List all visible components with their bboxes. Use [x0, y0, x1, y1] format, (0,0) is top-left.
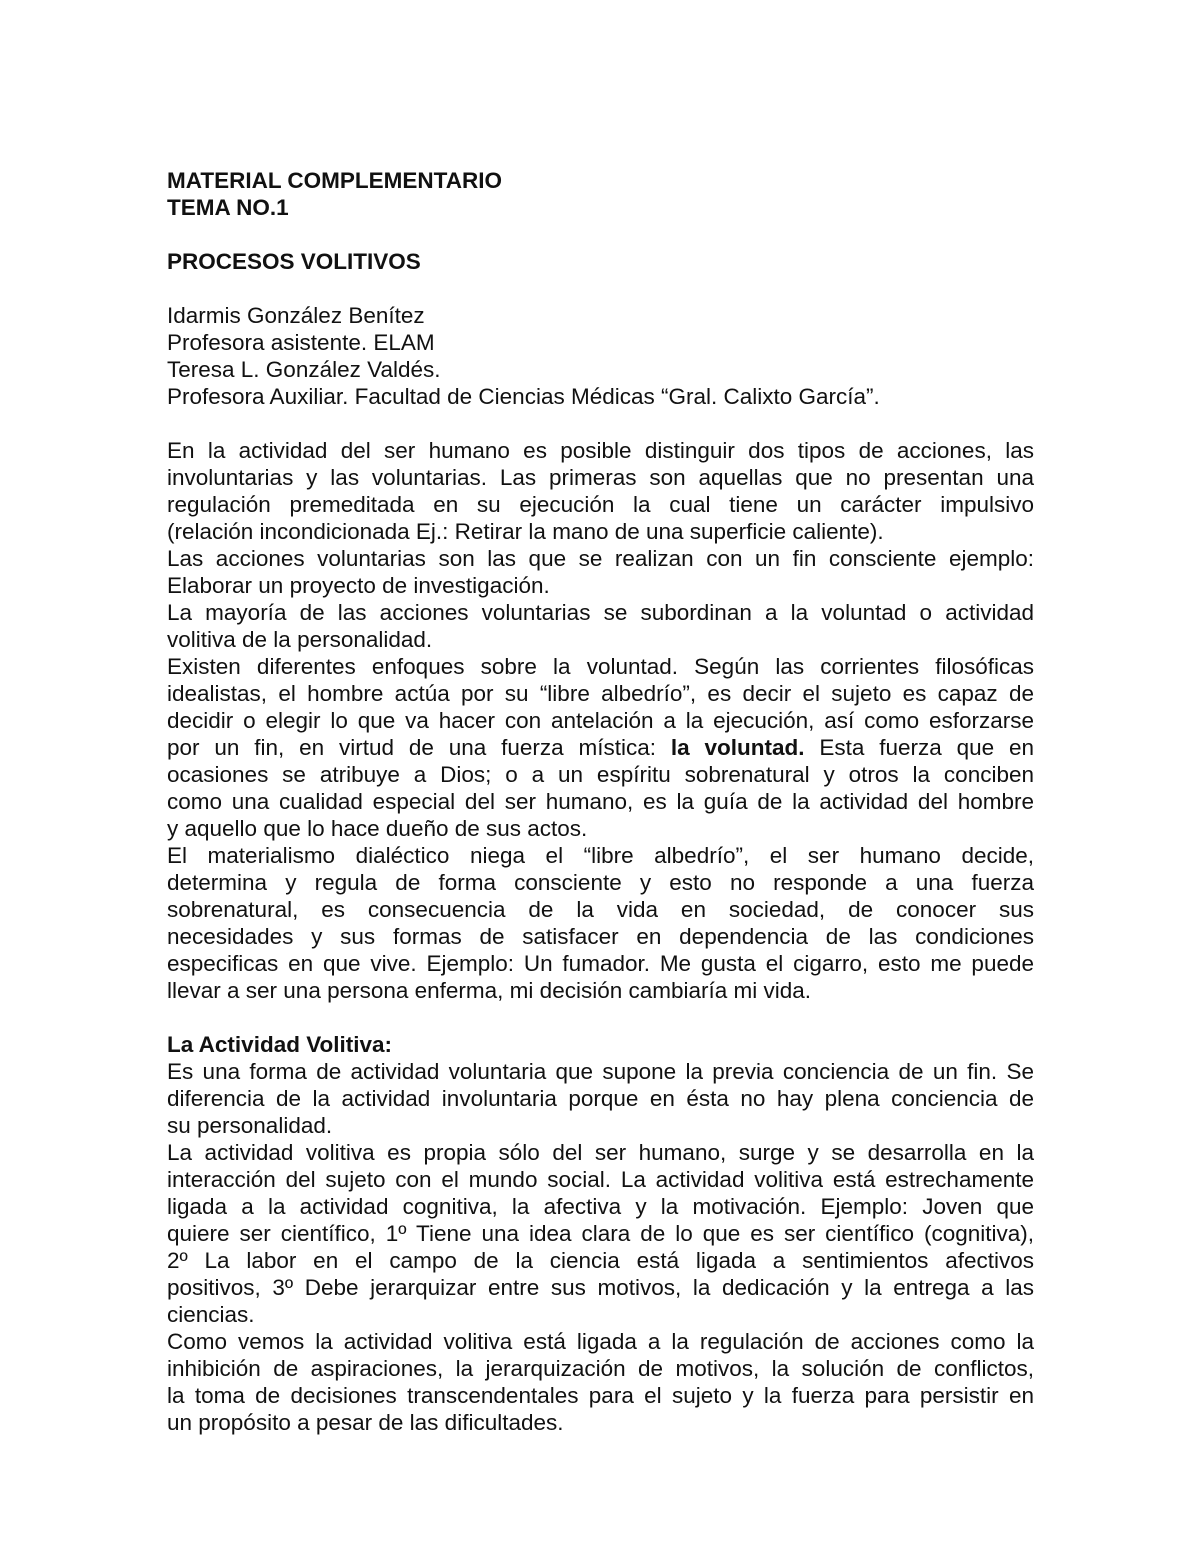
text-fragment: Esta fuerza que en	[804, 735, 1035, 760]
text-line: La mayoría de las acciones voluntarias se subordinan a la voluntad o actividad	[167, 600, 1034, 625]
text-line: su personalidad.	[167, 1113, 333, 1138]
text-line: La actividad volitiva es propia sólo del ser humano, surge y se desarrolla en la	[167, 1140, 1034, 1165]
text-line: Elaborar un proyecto de investigación.	[167, 573, 550, 598]
text-line: idealistas, el hombre actúa por su “libre albedrío”, es decir el sujeto es capaz de	[167, 681, 1034, 706]
text-line: quiere ser científico, 1º Tiene una idea clara de lo que es ser científico (cognitiva),	[167, 1221, 1034, 1246]
text-line: 2º La labor en el campo de la ciencia está ligada a sentimientos afectivos	[167, 1248, 1034, 1273]
spacer	[167, 410, 1034, 437]
text-line: decidir o elegir lo que va hacer con antelación a la ejecución, así como esforzarse	[167, 708, 1034, 733]
text-line: (relación incondicionada Ej.: Retirar la mano de una superficie caliente).	[167, 519, 884, 544]
text-line: un propósito a pesar de las dificultades.	[167, 1410, 564, 1435]
author-2-name: Teresa L. González Valdés.	[167, 357, 441, 382]
text-line: y aquello que lo hace dueño de sus actos.	[167, 816, 588, 841]
author-2-role: Profesora Auxiliar. Facultad de Ciencias Médicas “Gral. Calixto García”.	[167, 384, 880, 409]
text-line: El materialismo dialéctico niega el “libre albedrío”, el ser humano decide,	[167, 843, 1034, 868]
text-fragment: por un fin, en virtud de una fuerza mística:	[167, 735, 671, 760]
text-line: llevar a ser una persona enferma, mi decisión cambiaría mi vida.	[167, 978, 812, 1003]
paragraph-materialism	[167, 842, 1034, 1004]
text-line: necesidades y sus formas de satisfacer en dependencia de las condiciones	[167, 924, 1034, 949]
document-title: MATERIAL COMPLEMENTARIO	[167, 168, 502, 193]
paragraph-intro	[167, 437, 1034, 545]
paragraph-volitive-activity	[167, 1139, 1034, 1328]
paragraph-voluntary-actions	[167, 545, 1034, 599]
paragraph-regulation	[167, 1328, 1034, 1436]
paragraph-approaches	[167, 653, 1034, 842]
text-line: regulación premeditada en su ejecución la cual tiene un carácter impulsivo	[167, 492, 1034, 517]
paragraph-subordination	[167, 599, 1034, 653]
author-1-role: Profesora asistente. ELAM	[167, 330, 435, 355]
spacer	[167, 221, 1034, 248]
text-line: ocasiones se atribuye a Dios; o a un espíritu sobrenatural y otros la conciben	[167, 762, 1034, 787]
text-line: sobrenatural, es consecuencia de la vida en sociedad, de conocer sus	[167, 897, 1034, 922]
text-line: Como vemos la actividad volitiva está ligada a la regulación de acciones como la	[167, 1329, 1034, 1354]
text-line: Las acciones voluntarias son las que se realizan con un fin consciente ejemplo:	[167, 546, 1034, 571]
text-line: En la actividad del ser humano es posible distinguir dos tipos de acciones, las	[167, 438, 1034, 463]
text-line: Es una forma de actividad voluntaria que supone la previa conciencia de un fin. Se	[167, 1059, 1034, 1084]
spacer	[167, 1004, 1034, 1031]
document-topic-number: TEMA NO.1	[167, 195, 289, 220]
text-line: ciencias.	[167, 1302, 255, 1327]
text-line: como una cualidad especial del ser humano, es la guía de la actividad del hombre	[167, 789, 1034, 814]
spacer	[167, 275, 1034, 302]
text-line: positivos, 3º Debe jerarquizar entre sus motivos, la dedicación y la entrega a las	[167, 1275, 1034, 1300]
document-page	[167, 167, 1034, 1436]
text-line	[167, 734, 1034, 761]
text-line: involuntarias y las voluntarias. Las primeras son aquellas que no presentan una	[167, 465, 1034, 490]
document-subject: PROCESOS VOLITIVOS	[167, 249, 421, 274]
paragraph-definition	[167, 1058, 1034, 1139]
text-line: determina y regula de forma consciente y esto no responde a una fuerza	[167, 870, 1034, 895]
bold-term: la voluntad.	[670, 735, 805, 760]
text-line: ligada a la actividad cognitiva, la afectiva y la motivación. Ejemplo: Joven que	[167, 1194, 1034, 1219]
text-line: especificas en que vive. Ejemplo: Un fumador. Me gusta el cigarro, esto me puede	[167, 951, 1034, 976]
text-line: volitiva de la personalidad.	[167, 627, 433, 652]
text-line: la toma de decisiones transcendentales para el sujeto y la fuerza para persistir en	[167, 1383, 1034, 1408]
text-line: interacción del sujeto con el mundo social. La actividad volitiva está estrechamente	[167, 1167, 1034, 1192]
author-1-name: Idarmis González Benítez	[167, 303, 425, 328]
text-line: Existen diferentes enfoques sobre la voluntad. Según las corrientes filosóficas	[167, 654, 1034, 679]
text-line: inhibición de aspiraciones, la jerarquización de motivos, la solución de conflictos,	[167, 1356, 1034, 1381]
section-heading: La Actividad Volitiva:	[167, 1032, 393, 1057]
text-line: diferencia de la actividad involuntaria porque en ésta no hay plena conciencia de	[167, 1086, 1034, 1111]
